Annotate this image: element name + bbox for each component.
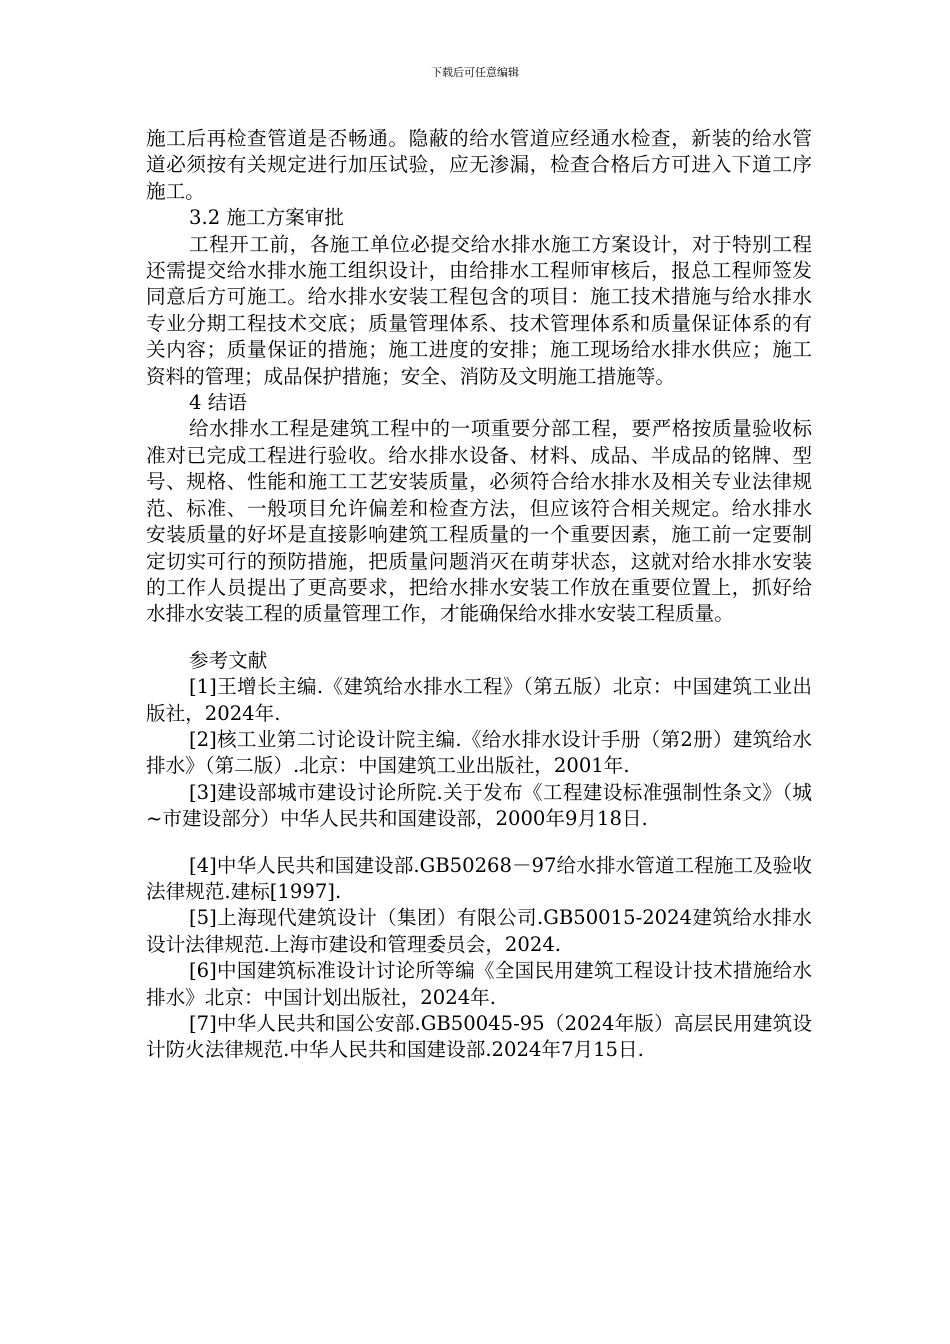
page-header: 下载后可任意编辑 [431, 66, 519, 79]
reference-item-3: [3]建设部城市建设讨论所院.关于发布《工程建设标准强制性条文》（城~市建设部分）中华人民共和国建设部，2000年9月18日. [146, 780, 812, 831]
reference-item-1: [1]王增长主编.《建筑给水排水工程》（第五版）北京：中国建筑工业出版社，2024年. [146, 675, 812, 725]
reference-item-6: [6]中国建筑标准设计讨论所等编《全国民用建筑工程设计技术措施给水排水》北京：中国计划出版社，2024年. [146, 959, 812, 1009]
spacer [146, 833, 812, 853]
paragraph-3-2: 工程开工前，各施工单位必提交给水排水施工方案设计，对于特别工程还需提交给水排水施工组织设计，由给排水工程师审核后，报总工程师签发同意后方可施工。给水排水安装工程包含的项目：施工技术措施与给水排水专业分期工程技术交底；质量管理体系、技术管理体系和质量保证体系的有关内容；质量保证的措施；施工进度的安排；施工现场给水排水供应；施工资料的管理；成品保护措施；安全、消防及文明施工措施等。 [146, 232, 812, 388]
reference-item-7: [7]中华人民共和国公安部.GB50045-95（2024年版）高层民用建筑设计防火法律规范.中华人民共和国建设部.2024年7月15日. [146, 1012, 812, 1062]
section-heading-4: 4 结语 [189, 391, 247, 415]
reference-item-5: [5]上海现代建筑设计（集团）有限公司.GB50015-2024建筑给水排水设计法律规范.上海市建设和管理委员会，2024. [146, 906, 812, 956]
reference-item-4: [4]中华人民共和国建设部.GB50268－97给水排水管道工程施工及验收法律规范.建标[1997]. [146, 853, 812, 903]
section-heading-3-2: 3.2 施工方案审批 [189, 206, 344, 230]
paragraph-4: 给水排水工程是建筑工程中的一项重要分部工程，要严格按质量验收标准对已完成工程进行验收。给水排水设备、材料、成品、半成品的铭牌、型号、规格、性能和施工工艺安装质量，必须符合给水排水及相关专业法律规范、标准、一般项目允许偏差和检查方法，但应该符合相关规定。给水排水安装质量的好坏是直接影响建筑工程质量的一个重要因素，施工前一定要制定切实可行的预防措施，把质量问题消灭在萌芽状态，这就对给水排水安装的工作人员提出了更高要求，把给水排水安装工作放在重要位置上，抓好给水排水安装工程的质量管理工作，才能确保给水排水安装工程质量。 [146, 417, 812, 626]
reference-item-2: [2]核工业第二讨论设计院主编.《给水排水设计手册（第2册）建筑给水排水》（第二版）.北京：中国建筑工业出版社，2001年. [146, 727, 812, 778]
paragraph-continued: 施工后再检查管道是否畅通。隐蔽的给水管道应经通水检查，新装的给水管道必须按有关规定进行加压试验，应无渗漏，检查合格后方可进入下道工序施工。 [146, 127, 812, 203]
document-body [146, 126, 812, 1064]
references-title: 参考文献 [189, 648, 268, 672]
spacer [146, 628, 812, 648]
